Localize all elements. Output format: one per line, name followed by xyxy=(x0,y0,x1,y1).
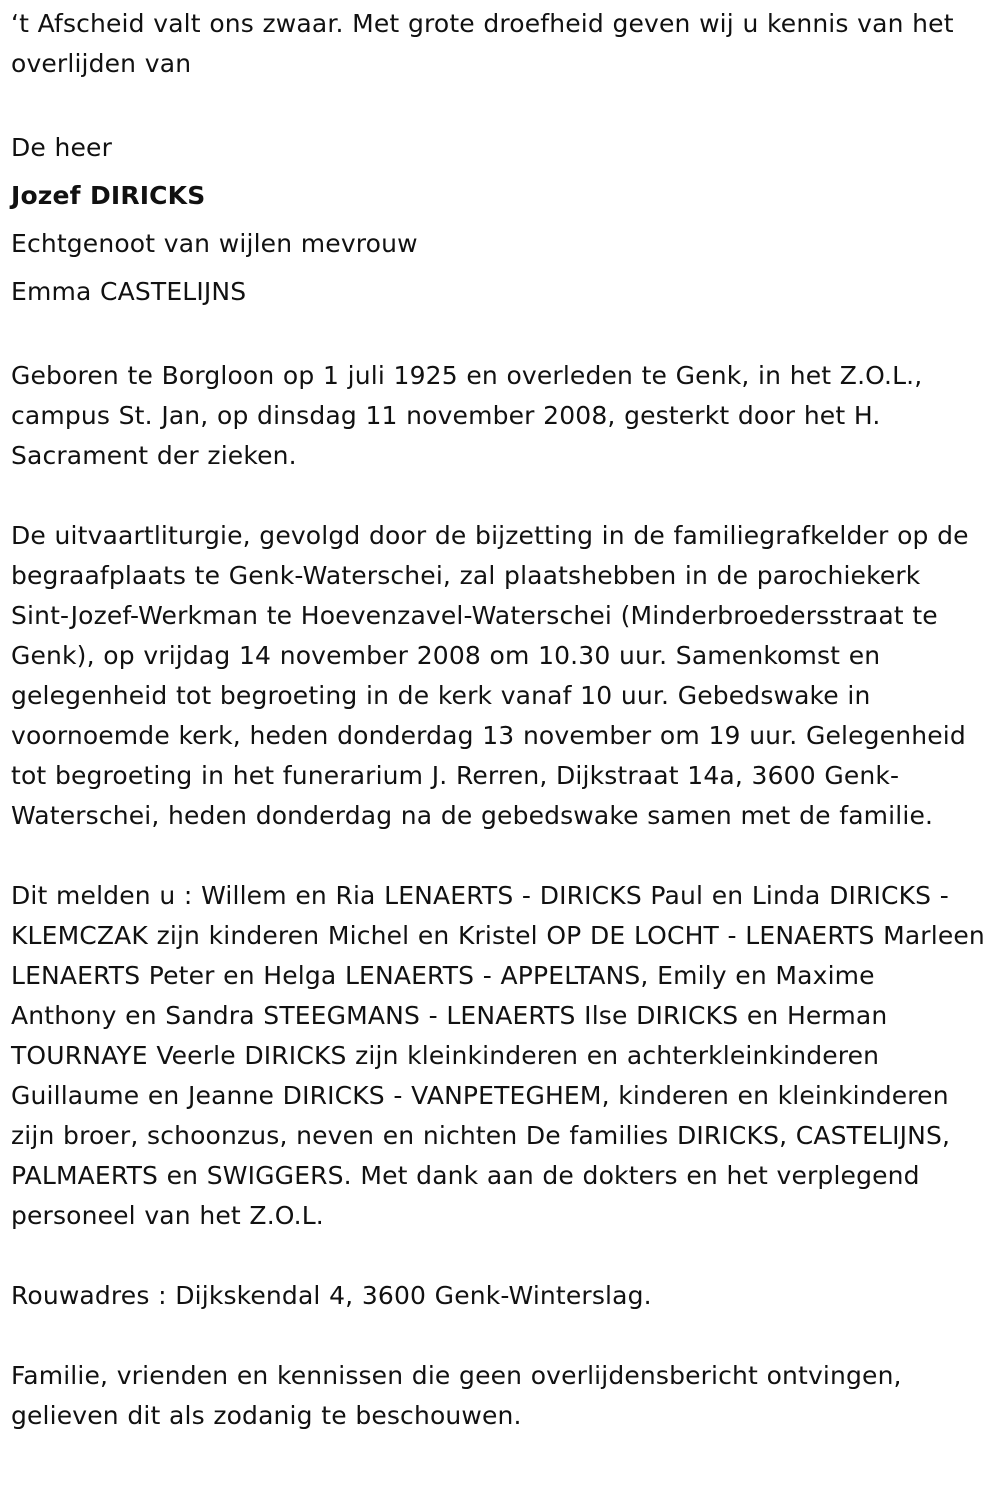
spouse-line: Echtgenoot van wijlen mevrouw xyxy=(11,229,418,258)
obituary-text xyxy=(11,4,986,1436)
spacer xyxy=(11,836,986,876)
deceased-name: Jozef DIRICKS xyxy=(11,181,206,210)
salutation: De heer xyxy=(11,133,113,162)
ceremony-paragraph: De uitvaartliturgie, gevolgd door de bijzetting in de familiegrafkelder op de begraafplaats te Genk-Waterschei, zal plaatshebben in de parochiekerk Sint-Jozef-Werkman te Hoevenzavel-Waterschei (Minderbroedersstraat te Genk), op vrijdag 14 november 2008 om 10.30 uur. Samenkomst en gelegenheid tot begroeting in de kerk vanaf 10 uur. Gebedswake in voornoemde kerk, heden donderdag 13 november om 19 uur. Gelegenheid tot begroeting in het funerarium J. Rerren, Dijkstraat 14a, 3600 Genk-Waterschei, heden donderdag na de gebedswake samen met de familie. xyxy=(11,521,969,830)
intro-paragraph: ‘t Afscheid valt ons zwaar. Met grote droefheid geven wij u kennis van het overlijden van xyxy=(11,9,954,78)
spouse-name: Emma CASTELIJNS xyxy=(11,277,247,306)
spacer xyxy=(11,316,986,356)
spacer xyxy=(11,1236,986,1276)
spacer xyxy=(11,1316,986,1356)
spacer xyxy=(11,84,986,124)
spacer xyxy=(11,476,986,516)
closing-paragraph: Familie, vrienden en kennissen die geen overlijdensbericht ontvingen, gelieven dit als zodanig te beschouwen. xyxy=(11,1361,902,1430)
birth-death-paragraph: Geboren te Borgloon op 1 juli 1925 en overleden te Genk, in het Z.O.L., campus St. Jan, op dinsdag 11 november 2008, gesterkt door het H. Sacrament der zieken. xyxy=(11,361,923,470)
family-paragraph: Dit melden u : Willem en Ria LENAERTS - DIRICKS Paul en Linda DIRICKS - KLEMCZAK zijn kinderen Michel en Kristel OP DE LOCHT - LENAERTS Marleen LENAERTS Peter en Helga LENAERTS - APPELTANS, Emily en Maxime Anthony en Sandra STEEGMANS - LENAERTS Ilse DIRICKS en Herman TOURNAYE Veerle DIRICKS zijn kleinkinderen en achterkleinkinderen Guillaume en Jeanne DIRICKS - VANPETEGHEM, kinderen en kleinkinderen zijn broer, schoonzus, neven en nichten De families DIRICKS, CASTELIJNS, PALMAERTS en SWIGGERS. Met dank aan de dokters en het verplegend personeel van het Z.O.L. xyxy=(11,881,985,1230)
address-paragraph: Rouwadres : Dijkskendal 4, 3600 Genk-Winterslag. xyxy=(11,1281,652,1310)
